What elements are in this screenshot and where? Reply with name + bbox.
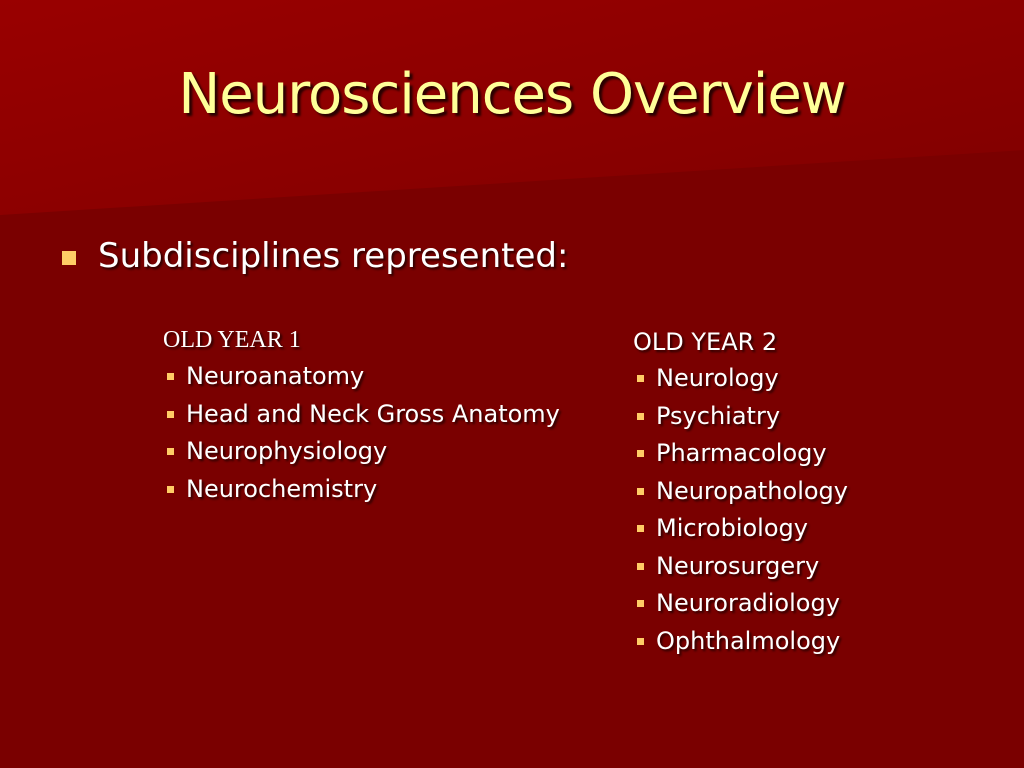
column-old-year-1 — [163, 322, 560, 508]
slide-title: Neurosciences Overview — [178, 62, 846, 127]
list-item — [163, 396, 560, 434]
square-bullet-icon — [637, 375, 644, 382]
list-item — [163, 471, 560, 509]
list-item-text: Neuroradiology — [656, 589, 840, 617]
square-bullet-icon — [637, 563, 644, 570]
list-item — [633, 360, 848, 398]
list-item — [163, 358, 560, 396]
square-bullet-icon — [637, 525, 644, 532]
square-bullet-icon — [637, 450, 644, 457]
list-item-text: Microbiology — [656, 514, 808, 542]
main-bullet — [62, 236, 568, 276]
list-item-text: Psychiatry — [656, 401, 781, 430]
column-old-year-2 — [633, 324, 848, 660]
list-item-text: Neurophysiology — [186, 437, 388, 465]
list-item-text: Neurosurgery — [656, 551, 820, 580]
square-bullet-icon — [637, 413, 644, 420]
list-item — [633, 435, 848, 473]
list-item — [163, 433, 560, 471]
list-item — [633, 623, 848, 661]
square-bullet-icon — [167, 486, 174, 493]
square-bullet-icon — [637, 488, 644, 495]
list-item-text: Neurology — [656, 364, 779, 392]
square-bullet-icon — [637, 638, 644, 645]
list-item-text: Pharmacology — [656, 439, 827, 467]
list-item — [633, 548, 848, 586]
list-item — [633, 585, 848, 623]
square-bullet-icon — [167, 373, 174, 380]
list-item-text: Neuroanatomy — [186, 362, 365, 390]
list-item — [633, 510, 848, 548]
list-item-text: Ophthalmology — [656, 626, 841, 655]
list-item-text: Neurochemistry — [186, 474, 378, 503]
main-bullet-text: Subdisciplines represented: — [98, 236, 569, 276]
square-bullet-icon — [167, 411, 174, 418]
list-item-text: Head and Neck Gross Anatomy — [186, 399, 560, 428]
square-bullet-icon — [637, 600, 644, 607]
list-item — [633, 473, 848, 511]
column-heading: OLD YEAR 1 — [163, 327, 301, 353]
list-item — [633, 398, 848, 436]
column-heading: OLD YEAR 2 — [633, 328, 778, 356]
list-item-text: Neuropathology — [656, 476, 848, 505]
square-bullet-icon — [167, 448, 174, 455]
square-bullet-icon — [62, 251, 76, 265]
